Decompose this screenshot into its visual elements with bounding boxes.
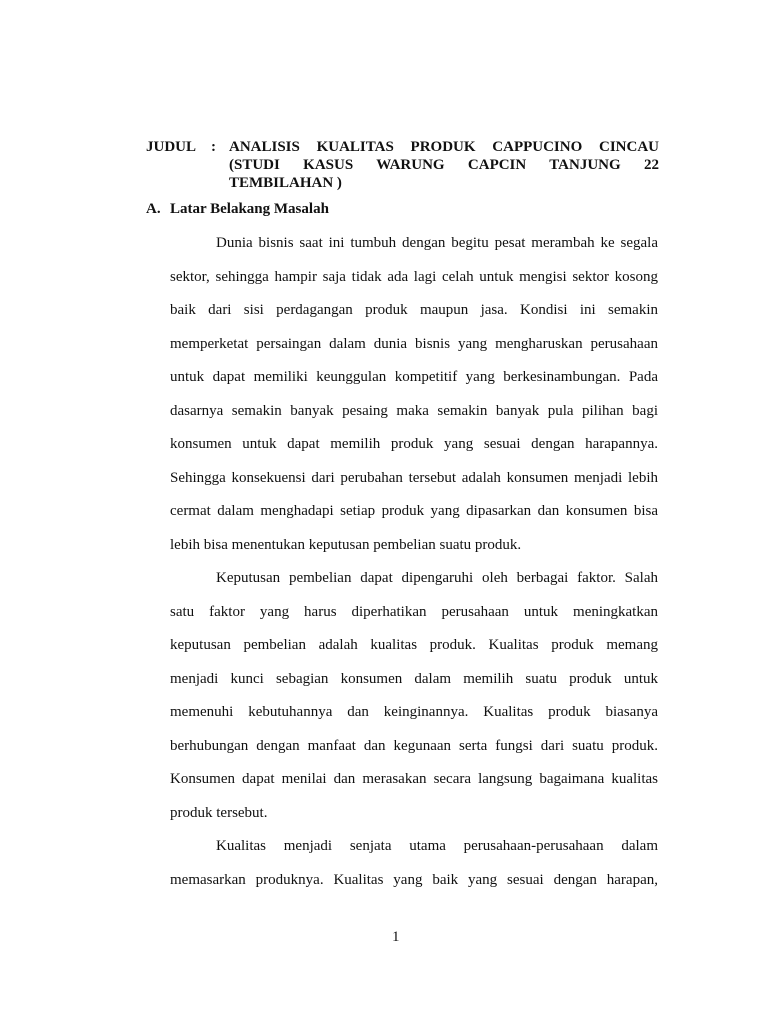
paragraph-line: lebih bisa menentukan keputusan pembelian suatu produk. bbox=[170, 536, 522, 553]
title-line: ANALISIS KUALITAS PRODUK CAPPUCINO CINCAU bbox=[229, 139, 659, 155]
paragraph-line: berhubungan dengan manfaat dan kegunaan serta fungsi dari suatu produk. bbox=[170, 737, 658, 754]
title-colon: : bbox=[211, 139, 216, 155]
section-number: A. bbox=[146, 201, 161, 217]
title-label: JUDUL bbox=[146, 139, 197, 155]
paragraph-line: produk tersebut. bbox=[170, 804, 268, 821]
section-title: Latar Belakang Masalah bbox=[170, 201, 329, 217]
paragraph-line: cermat dalam menghadapi setiap produk yang dipasarkan dan konsumen bisa bbox=[170, 503, 658, 519]
paragraph-line: dasarnya semakin banyak pesaing maka semakin banyak pula pilihan bagi bbox=[170, 402, 658, 419]
title-line: TEMBILAHAN ) bbox=[229, 175, 342, 191]
page-number: 1 bbox=[392, 929, 400, 945]
paragraph-line: sektor, sehingga hampir saja tidak ada lagi celah untuk mengisi sektor kosong bbox=[170, 268, 658, 285]
paragraph-line: Dunia bisnis saat ini tumbuh dengan begitu pesat merambah ke segala bbox=[216, 235, 658, 251]
paragraph-line: menjadi kunci sebagian konsumen dalam memilih suatu produk untuk bbox=[170, 670, 658, 687]
paragraph-line: satu faktor yang harus diperhatikan perusahaan untuk meningkatkan bbox=[170, 603, 658, 620]
title-text bbox=[229, 138, 659, 192]
paragraph-line: konsumen untuk dapat memilih produk yang sesuai dengan harapannya. bbox=[170, 436, 658, 452]
paragraph-line: memasarkan produknya. Kualitas yang baik yang sesuai dengan harapan, bbox=[170, 871, 658, 888]
paragraph-line: Keputusan pembelian dapat dipengaruhi oleh berbagai faktor. Salah bbox=[216, 570, 658, 586]
paragraph-line: untuk dapat memiliki keunggulan kompetitif yang berkesinambungan. Pada bbox=[170, 369, 658, 385]
paragraph-line: Konsumen dapat menilai dan merasakan secara langsung bagaimana kualitas bbox=[170, 771, 658, 787]
paragraph-line: baik dari sisi perdagangan produk maupun jasa. Kondisi ini semakin bbox=[170, 302, 658, 318]
title-line: (STUDI KASUS WARUNG CAPCIN TANJUNG 22 bbox=[229, 157, 659, 173]
section-heading bbox=[146, 200, 329, 218]
paragraph-line: memperketat persaingan dalam dunia bisnis yang mengharuskan perusahaan bbox=[170, 335, 658, 352]
paragraph-line: Sehingga konsekuensi dari perubahan tersebut adalah konsumen menjadi lebih bbox=[170, 469, 658, 486]
paragraph-line: memenuhi kebutuhannya dan keinginannya. Kualitas produk biasanya bbox=[170, 704, 658, 720]
paragraph-line: keputusan pembelian adalah kualitas produk. Kualitas produk memang bbox=[170, 637, 658, 653]
paragraph-line: Kualitas menjadi senjata utama perusahaan-perusahaan dalam bbox=[216, 838, 658, 854]
